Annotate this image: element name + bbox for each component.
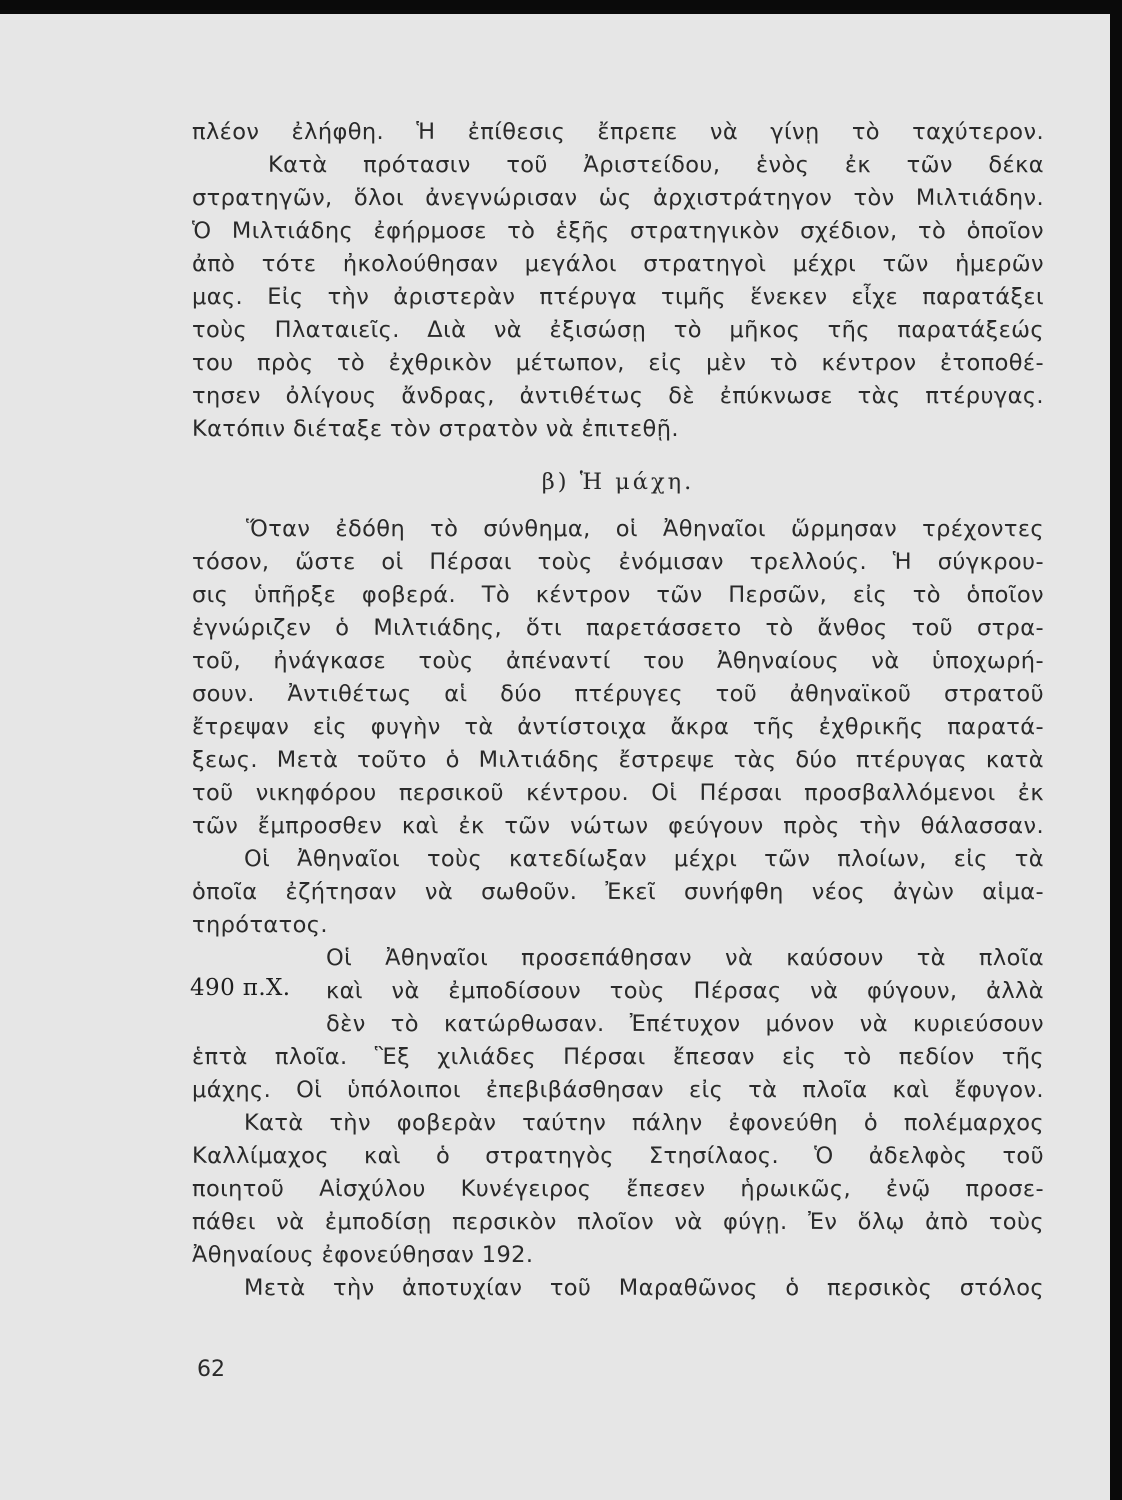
text-line: Καλλίμαχος καὶ ὁ στρατηγὸς Στησίλαος. Ὁ ἀδελφὸς τοῦ bbox=[192, 1143, 1044, 1169]
text-line: ὁποῖα ἐζήτησαν νὰ σωθοῦν. Ἐκεῖ συνήφθη νέος ἀγὼν αἱμα- bbox=[192, 879, 1044, 905]
text-line: σουν. Ἀντιθέτως αἱ δύο πτέρυγες τοῦ ἀθηναϊκοῦ στρατοῦ bbox=[192, 681, 1044, 707]
text-line: τησεν ὀλίγους ἄνδρας, ἀντιθέτως δὲ ἐπύκνωσε τὰς πτέρυγας. bbox=[192, 383, 1044, 409]
text-line: πάθει νὰ ἐμποδίσῃ περσικὸν πλοῖον νὰ φύγῃ. Ἐν ὅλῳ ἀπὸ τοὺς bbox=[192, 1209, 1044, 1235]
text-line: τοῦ νικηφόρου περσικοῦ κέντρου. Οἱ Πέρσαι προσβαλλόμενοι ἐκ bbox=[192, 780, 1044, 806]
text-line: Κατόπιν διέταξε τὸν στρατὸν νὰ ἐπιτεθῇ. bbox=[192, 416, 679, 442]
text-line: πλέον ἐλήφθη. Ἡ ἐπίθεσις ἔπρεπε νὰ γίνῃ τὸ ταχύτερον. bbox=[192, 119, 1044, 145]
text-line: ἀπὸ τότε ἠκολούθησαν μεγάλοι στρατηγοὶ μέχρι τῶν ἡμερῶν bbox=[192, 251, 1044, 277]
text-line: ἑπτὰ πλοῖα. Ἓξ χιλιάδες Πέρσαι ἔπεσαν εἰς τὸ πεδίον τῆς bbox=[192, 1044, 1044, 1070]
text-line: ἔτρεψαν εἰς φυγὴν τὰ ἀντίστοιχα ἄκρα τῆς ἐχθρικῆς παρατά- bbox=[192, 714, 1044, 740]
text-line: ξεως. Μετὰ τοῦτο ὁ Μιλτιάδης ἔστρεψε τὰς δύο πτέρυγας κατὰ bbox=[192, 747, 1044, 773]
text-line: μάχης. Οἱ ὑπόλοιποι ἐπεβιβάσθησαν εἰς τὰ πλοῖα καὶ ἔφυγον. bbox=[192, 1077, 1044, 1103]
text-line: Ἀθηναίους ἐφονεύθησαν 192. bbox=[192, 1242, 534, 1268]
section-heading: β) Ἡ μάχη. bbox=[541, 469, 695, 495]
text-line: τηρότατος. bbox=[192, 912, 328, 938]
text-line: Κατὰ τὴν φοβερὰν ταύτην πάλην ἐφονεύθη ὁ πολέμαρχος bbox=[244, 1110, 1044, 1136]
text-line: ἐγνώριζεν ὁ Μιλτιάδης, ὅτι παρετάσσετο τὸ ἄνθος τοῦ στρα- bbox=[192, 615, 1044, 641]
text-line: Κατὰ πρότασιν τοῦ Ἀριστείδου, ἑνὸς ἐκ τῶν δέκα bbox=[268, 152, 1044, 178]
page-number: 62 bbox=[197, 1357, 225, 1382]
text-line: Οἱ Ἀθηναῖοι τοὺς κατεδίωξαν μέχρι τῶν πλοίων, εἰς τὰ bbox=[244, 846, 1044, 872]
text-line: τοῦ, ἠνάγκασε τοὺς ἀπέναντί του Ἀθηναίους νὰ ὑποχωρή- bbox=[192, 648, 1044, 674]
text-line: Μετὰ τὴν ἀποτυχίαν τοῦ Μαραθῶνος ὁ περσικὸς στόλος bbox=[244, 1275, 1044, 1301]
text-line: Οἱ Ἀθηναῖοι προσεπάθησαν νὰ καύσουν τὰ πλοῖα bbox=[326, 945, 1044, 971]
dated-paragraph bbox=[192, 942, 1044, 1041]
text-line: μας. Εἰς τὴν ἀριστερὰν πτέρυγα τιμῆς ἕνεκεν εἶχε παρατάξει bbox=[192, 284, 1044, 310]
text-line: του πρὸς τὸ ἐχθρικὸν μέτωπον, εἰς μὲν τὸ κέντρον ἐτοποθέ- bbox=[192, 350, 1044, 376]
margin-date: 490 π.Χ. bbox=[190, 975, 291, 1001]
text-line: ποιητοῦ Αἰσχύλου Κυνέγειρος ἔπεσεν ἡρωικῶς, ἐνῷ προσε- bbox=[192, 1176, 1044, 1202]
text-line: Ὁ Μιλτιάδης ἐφήρμοσε τὸ ἑξῆς στρατηγικὸν σχέδιον, τὸ ὁποῖον bbox=[192, 218, 1044, 244]
text-line: καὶ νὰ ἐμποδίσουν τοὺς Πέρσας νὰ φύγουν, ἀλλὰ bbox=[326, 978, 1044, 1004]
text-line: τοὺς Πλαταιεῖς. Διὰ νὰ ἐξισώσῃ τὸ μῆκος τῆς παρατάξεώς bbox=[192, 317, 1044, 343]
page-body bbox=[192, 116, 1044, 1305]
text-line: δὲν τὸ κατώρθωσαν. Ἐπέτυχον μόνον νὰ κυριεύσουν bbox=[326, 1011, 1044, 1037]
text-line: τῶν ἔμπροσθεν καὶ ἐκ τῶν νώτων φεύγουν πρὸς τὴν θάλασσαν. bbox=[192, 813, 1044, 839]
text-line: Ὅταν ἐδόθη τὸ σύνθημα, οἱ Ἀθηναῖοι ὥρμησαν τρέχοντες bbox=[246, 516, 1044, 542]
text-line: στρατηγῶν, ὅλοι ἀνεγνώρισαν ὡς ἀρχιστράτηγον τὸν Μιλτιάδην. bbox=[192, 185, 1044, 211]
text-line: σις ὑπῆρξε φοβερά. Τὸ κέντρον τῶν Περσῶν, εἰς τὸ ὁποῖον bbox=[192, 582, 1044, 608]
text-line: τόσον, ὥστε οἱ Πέρσαι τοὺς ἐνόμισαν τρελλούς. Ἡ σύγκρου- bbox=[192, 549, 1044, 575]
